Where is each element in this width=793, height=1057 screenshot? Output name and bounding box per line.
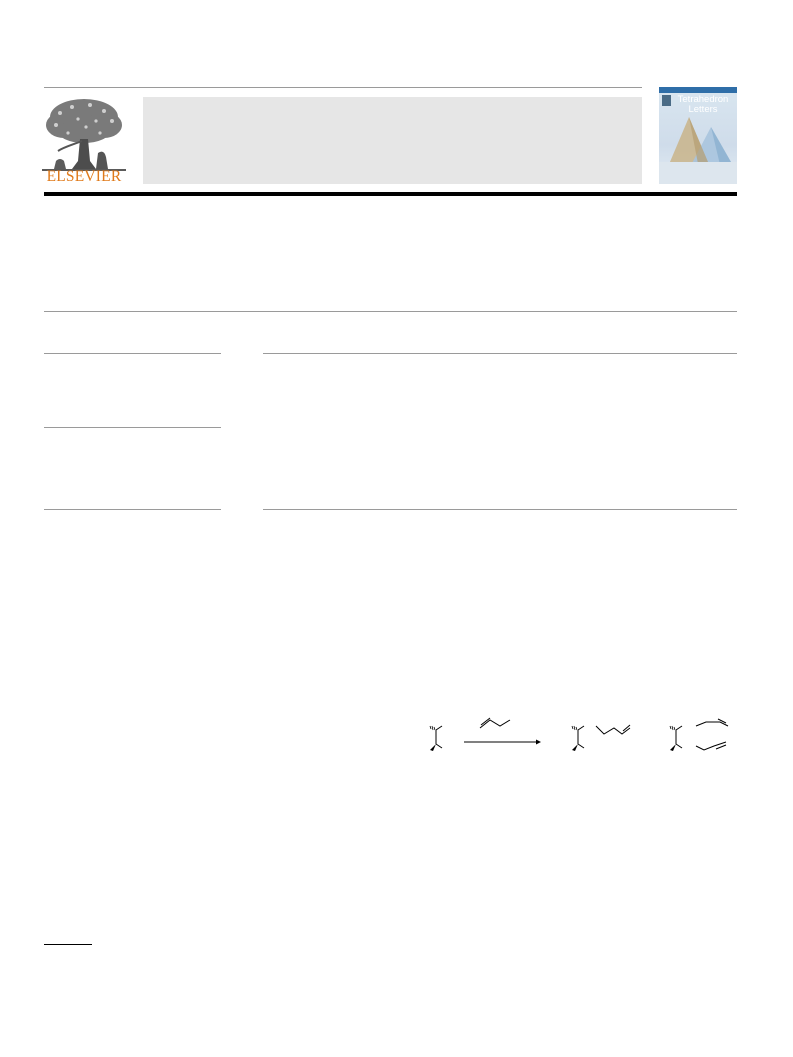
elsevier-wordmark: ELSEVIER xyxy=(46,168,122,185)
title-block-bottom-rule xyxy=(44,311,737,312)
reaction-scheme xyxy=(420,710,736,762)
keywords-top-rule xyxy=(44,427,221,428)
journal-header-panel xyxy=(143,97,642,184)
cover-top-band xyxy=(659,87,737,93)
abstract-bottom-rule xyxy=(263,509,737,510)
article-info-top-rule xyxy=(44,353,221,354)
cover-logo-mark xyxy=(662,95,671,106)
cover-footer-band xyxy=(659,162,737,184)
cover-title-line1: Tetrahedron xyxy=(677,94,729,105)
header-thick-rule xyxy=(44,192,737,196)
footnote-rule xyxy=(44,944,92,945)
header-top-rule xyxy=(44,87,642,88)
article-info-bottom-rule xyxy=(44,509,221,510)
cover-title-line2: Letters xyxy=(688,104,718,115)
cover-pyramid-illustration xyxy=(659,111,737,169)
journal-cover-thumbnail xyxy=(659,87,737,184)
abstract-top-rule xyxy=(263,353,737,354)
